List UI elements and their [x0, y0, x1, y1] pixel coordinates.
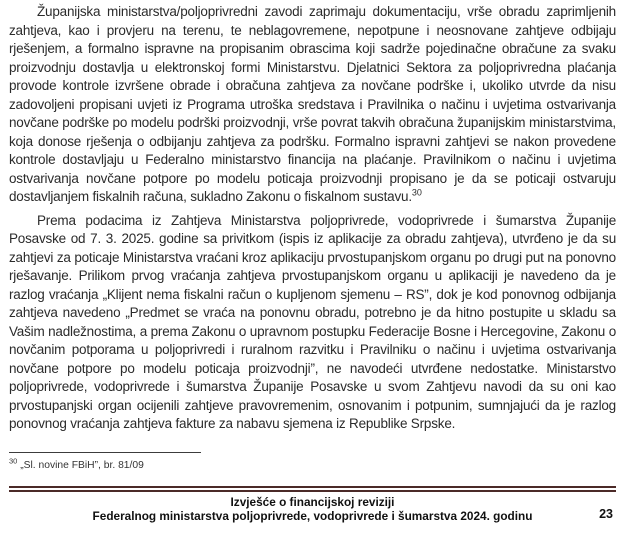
- paragraph-2-text: Prema podacima iz Zahtjeva Ministarstva poljoprivrede, vodoprivrede i šumarstva Županije Posavske od 7. 3. 2025. godine sa privitkom (ispis iz aplikacije za obradu zahtjeva), utvrđeno je da su zahtjevi za poticaje Ministarstva vraćani kroz aplikaciju prvostupanjskom organu po drugi put na ponovno rješavanje. Prilikom prvog vraćanja zahtjeva prvostupanjskom organu u aplikaciji je navedeno da je razlog vraćanja „Klijent nema fiskalni račun o kupljenom sjemenu – RS”, dok je kod ponovnog odbijanja zahtjeva navedeno „Predmet se vraća na ponovnu obradu, potrebno je da hitno postupite u skladu sa Vašim nadležnostima, a prema Zakonu o upravnom postupku Federacije Bosne i Hercegovine, Zakonu o novčanim potporama u poljoprivredi i ruralnom razvitku i Pravilniku o načinu i uvjetima ostvarivanja novčane potpore po modelu poticaja proizvodnji”, ne navodeći utvrđene nedostatke. Ministarstvo poljoprivrede, vodoprivrede i šumarstva Županije Posavske u svom Zahtjevu navodi da su oni kao prvostupanjski organ ocijenili zahtjeve pravovremenim, osnovanim i potpunim, sumnjajući da je razlog ponovnog vraćanja zahtjeva fakture za nabavu sjemena iz Republike Srpske.: [9, 212, 616, 431]
- body-text: [9, 3, 616, 434]
- footer-double-rule: [9, 486, 616, 492]
- footnote-reference-marker: 30: [411, 187, 422, 198]
- page-number: 23: [599, 507, 613, 521]
- footnote-area: [9, 452, 201, 471]
- footer-title-line1: Izvješće o financijskoj reviziji: [230, 495, 395, 509]
- paragraph-2: [9, 212, 616, 434]
- footnote-separator-rule: [9, 452, 201, 453]
- footnote: [9, 456, 201, 471]
- paragraph-1-text: Županijska ministarstva/poljoprivredni zavodi zaprimaju dokumentaciju, vrše obradu zaprimljenih zahtjeva, kao i provjeru na terenu, te neblagovremene, nepotpune i neosnovane zahtjeve odbijaju rješenjem, a formalno ispravne na propisanim obrascima koji sadrže pojedinačne obračune za svaku proizvodnju dostavlja u elektronskoj formi Ministarstvu. Djelatnici Sektora za poljoprivredna plaćanja provode kontrole izvršene obrade i obračuna zahtjeva za novčane podrške i, ukoliko utvrde da nisu zadovoljeni propisani uvjeti iz Programa utroška sredstava i Pravilnika o načinu i uvjetima ostvarivanja novčane podrške po modelu podrški proizvodnji, vrše povrat takvih obračuna županijskim ministarstvima, koja donose rješenja o odbijanju zahtjeva za podršku. Formalno ispravni zahtjevi se nakon provedene kontrole dostavljaju u Federalno ministarstvo financija na plaćanje. Pravilnikom o načinu i uvjetima ostvarivanja novčane potpore po modelu poticaja proizvodnji propisano je da se poticaji ostvaruju dostavljanjem fiskalnih računa, sukladno Zakonu o fiskalnom sustavu.: [9, 4, 616, 204]
- footnote-text: „Sl. novine FBiH”, br. 81/09: [20, 460, 144, 471]
- page-footer: [9, 486, 616, 523]
- footnote-number: 30: [9, 456, 18, 466]
- footer-title-line2: Federalnog ministarstva poljoprivrede, vodoprivrede i šumarstva 2024. godinu: [92, 508, 533, 523]
- paragraph-1: [9, 3, 616, 207]
